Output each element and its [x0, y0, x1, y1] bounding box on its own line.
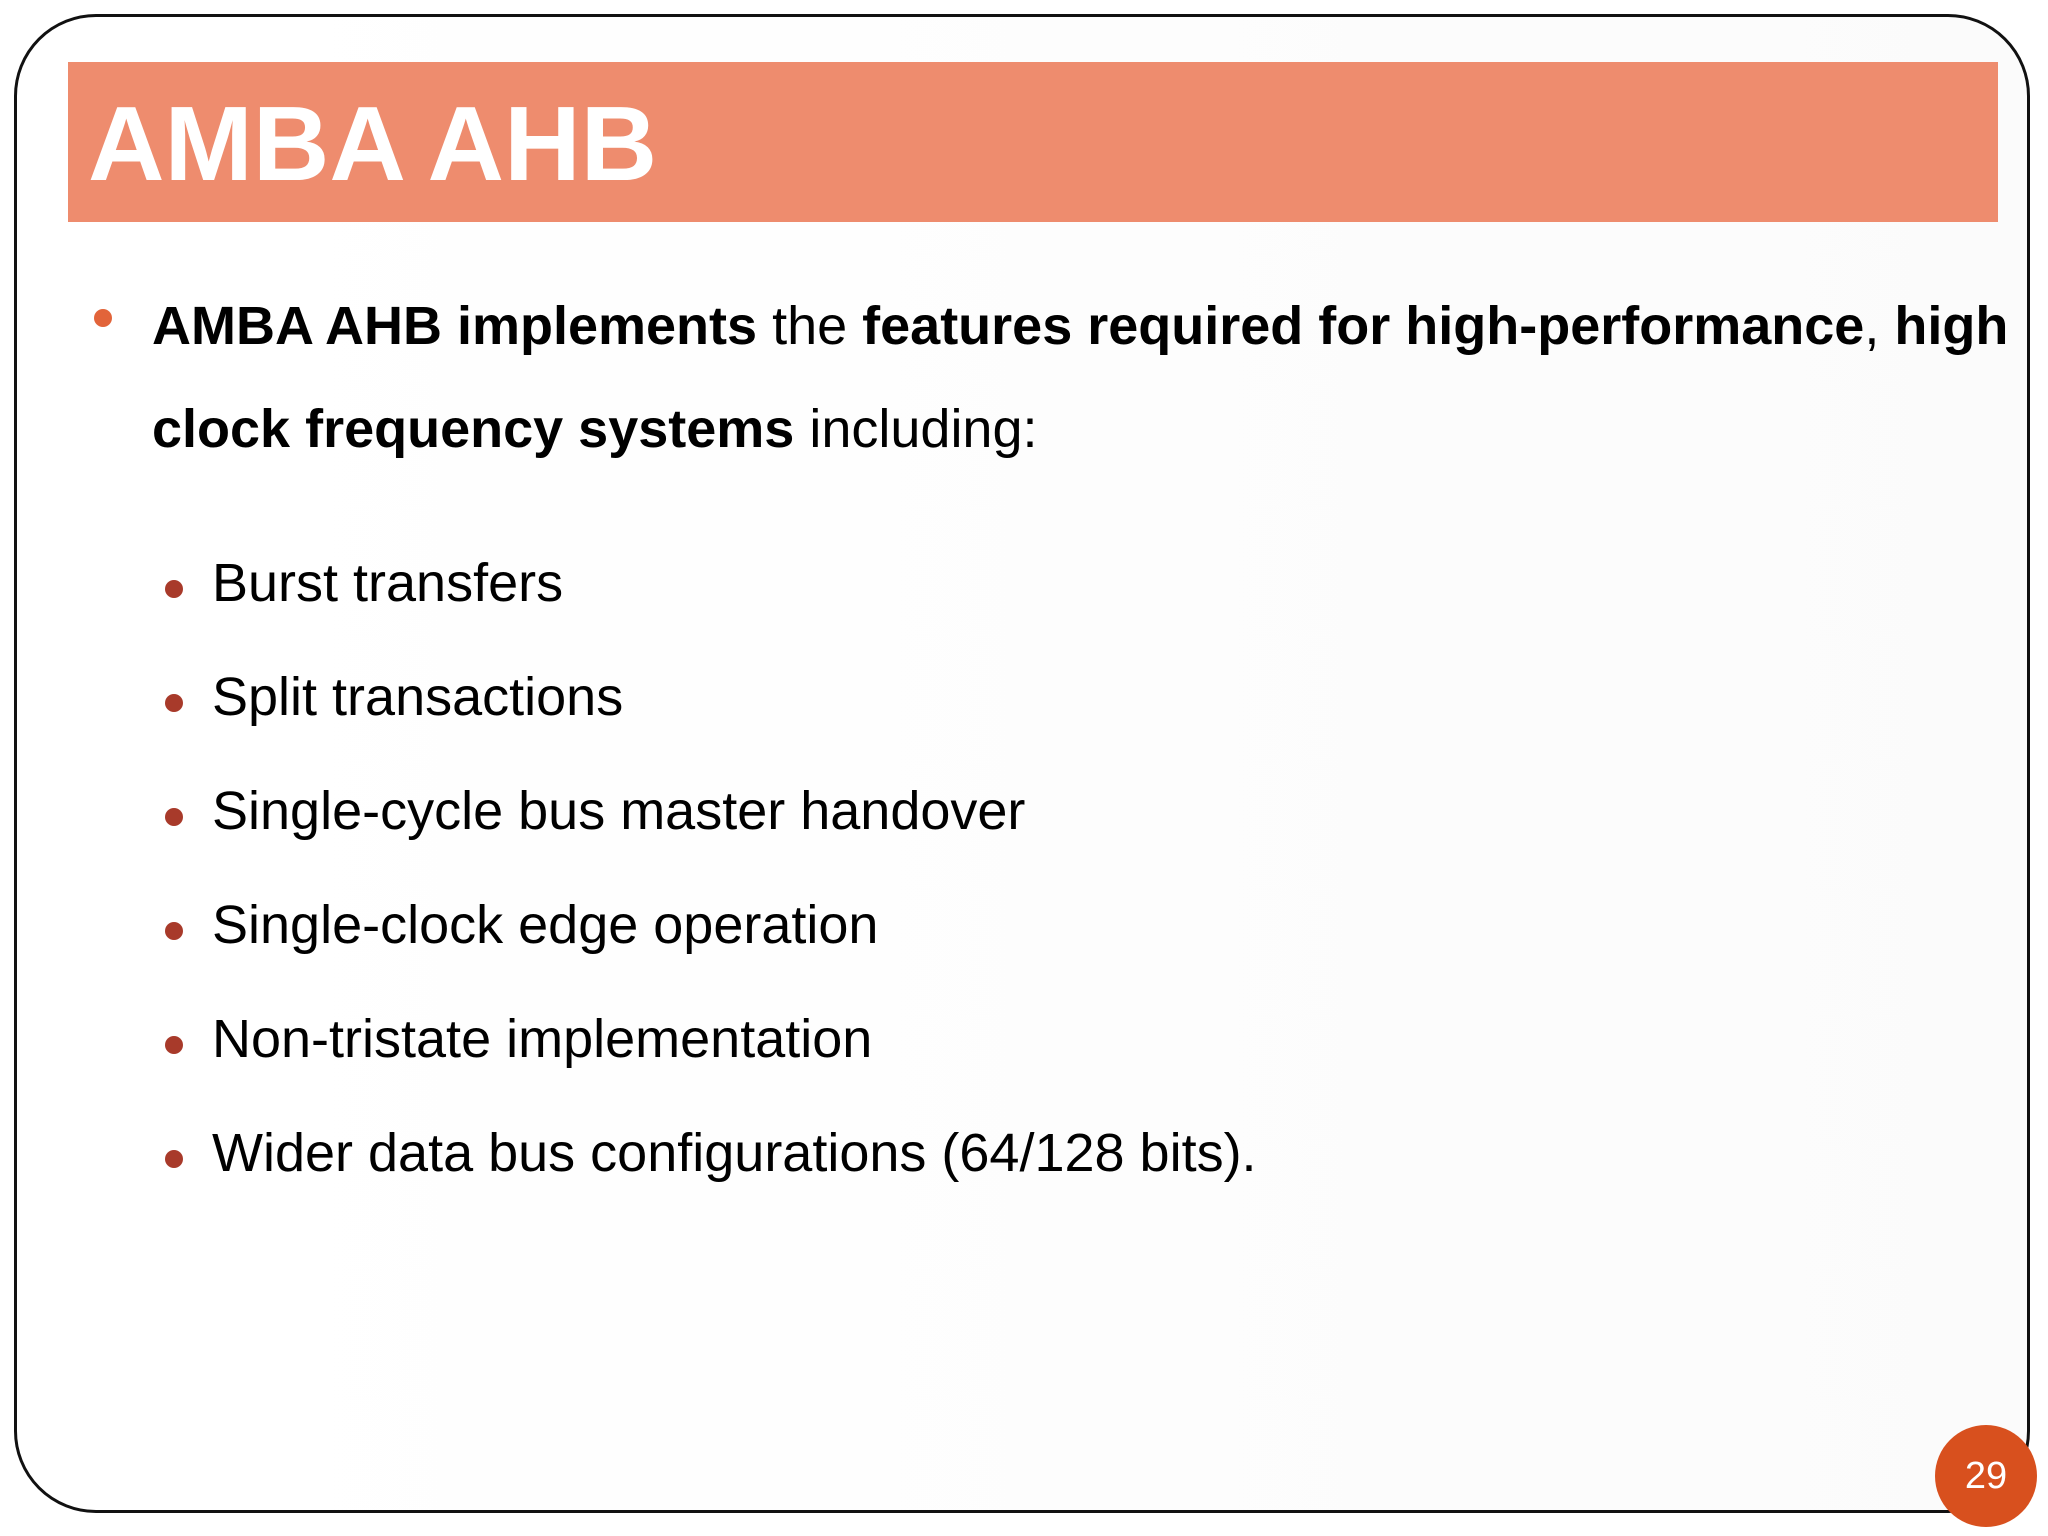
intro-bold-3: features required for high-performance	[862, 296, 1865, 356]
intro-bold-5: high clock frequency systems	[152, 296, 2009, 459]
slide-frame	[14, 14, 2030, 1513]
list-item	[0, 996, 2048, 1076]
intro-text-6: including:	[794, 399, 1038, 459]
feature-label: Wider data bus configurations (64/128 bits).	[212, 1123, 1257, 1183]
list-item	[0, 882, 2048, 962]
intro-paragraph	[152, 275, 2012, 481]
page-number: 29	[1964, 1455, 2008, 1497]
feature-label: Burst transfers	[212, 553, 564, 613]
page-number-badge	[1935, 1425, 2037, 1527]
bullet-icon	[165, 922, 183, 940]
intro-text-4: ,	[1864, 296, 1895, 356]
intro-bold-1: AMBA AHB implements	[152, 296, 758, 356]
feature-label: Split transactions	[212, 667, 624, 727]
list-item	[0, 654, 2048, 734]
title-bar	[68, 62, 1998, 222]
bullet-icon	[165, 808, 183, 826]
bullet-icon	[165, 580, 183, 598]
feature-label: Single-clock edge operation	[212, 895, 879, 955]
bullet-icon	[165, 694, 183, 712]
feature-label: Single-cycle bus master handover	[212, 781, 1026, 841]
list-item	[0, 540, 2048, 620]
bullet-icon	[165, 1150, 183, 1168]
slide-title: AMBA AHB	[88, 85, 658, 203]
intro-text-2: the	[757, 296, 863, 356]
main-bullet-icon	[94, 309, 112, 327]
bullet-icon	[165, 1036, 183, 1054]
feature-label: Non-tristate implementation	[212, 1009, 873, 1069]
list-item	[0, 1110, 2048, 1190]
list-item	[0, 768, 2048, 848]
